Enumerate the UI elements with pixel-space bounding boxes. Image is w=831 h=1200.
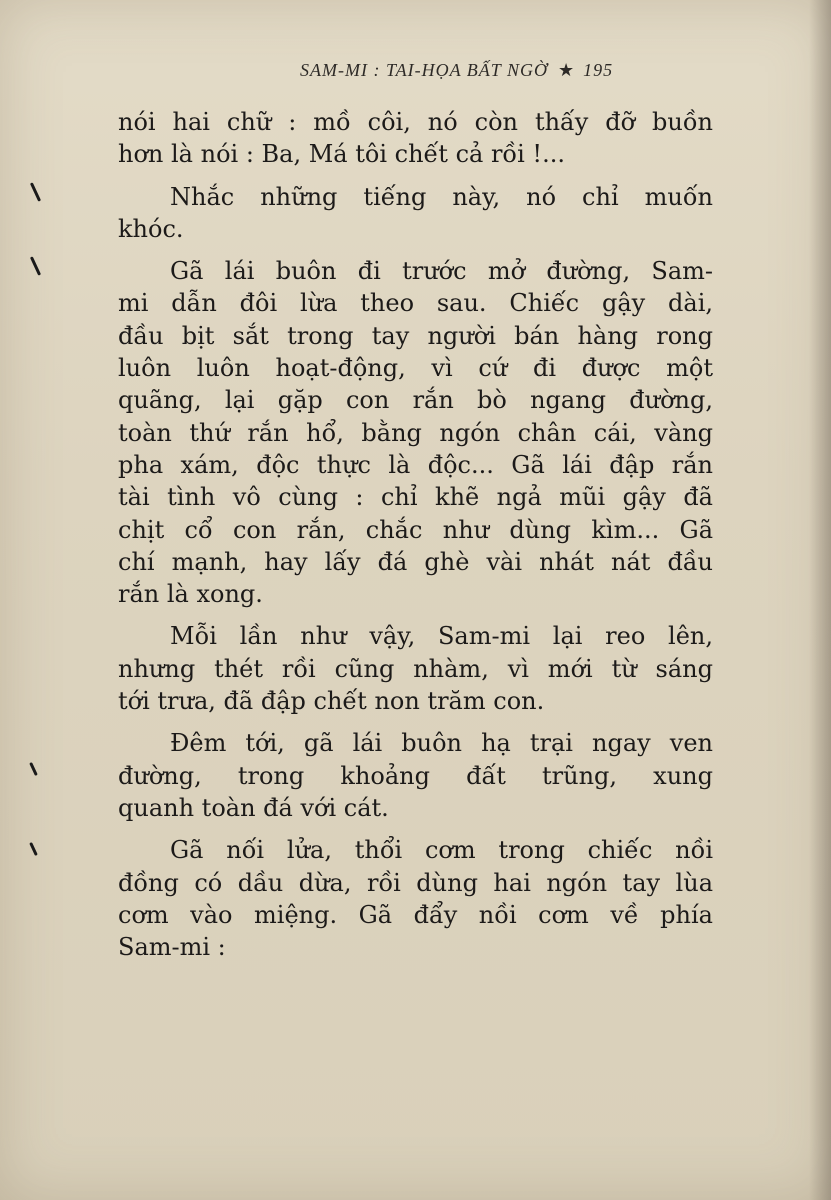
binding-stitch bbox=[29, 762, 38, 776]
running-title: SAM-MI : TAI-HỌA BẤT NGỜ bbox=[300, 60, 548, 80]
text-line: cơm vào miệng. Gã đẩy nồi cơm về phía bbox=[118, 900, 713, 929]
text-line: Đêm tới, gã lái buôn hạ trại ngay ven bbox=[170, 729, 713, 758]
text-line: Mỗi lần như vậy, Sam-mi lại reo lên, bbox=[170, 622, 713, 651]
text-line: đồng có dầu dừa, rồi dùng hai ngón tay lùa bbox=[118, 868, 713, 897]
page-edge-shadow bbox=[809, 0, 831, 1200]
text-line: toàn thứ rắn hổ, bằng ngón chân cái, vàng bbox=[118, 418, 713, 447]
binding-stitch bbox=[30, 256, 41, 275]
text-line: Sam-mi : bbox=[118, 933, 226, 962]
paragraph bbox=[118, 255, 713, 610]
paragraph bbox=[118, 620, 713, 717]
text-line: đầu bịt sắt trong tay người bán hàng rong bbox=[118, 321, 713, 350]
body-text bbox=[118, 106, 713, 963]
text-line: chí mạnh, hay lấy đá ghè vài nhát nát đầu bbox=[118, 547, 713, 576]
text-line: quanh toàn đá với cát. bbox=[118, 793, 389, 822]
paragraph bbox=[118, 727, 713, 824]
paragraph bbox=[118, 181, 713, 246]
text-line: nói hai chữ : mồ côi, nó còn thấy đỡ buồn bbox=[118, 108, 713, 136]
text-line: khóc. bbox=[118, 214, 184, 243]
star-icon: ★ bbox=[557, 60, 576, 80]
text-line: tài tình vô cùng : chỉ khẽ ngả mũi gậy đã bbox=[118, 483, 713, 512]
text-line: chịt cổ con rắn, chắc như dùng kìm... Gã bbox=[118, 515, 713, 544]
page-number: 195 bbox=[583, 60, 614, 80]
text-line: Nhắc những tiếng này, nó chỉ muốn bbox=[170, 182, 713, 211]
text-line: mi dẫn đôi lừa theo sau. Chiếc gậy dài, bbox=[118, 289, 713, 318]
text-line: đường, trong khoảng đất trũng, xung bbox=[118, 761, 713, 790]
text-line: tới trưa, đã đập chết non trăm con. bbox=[118, 687, 545, 716]
binding-stitch bbox=[30, 182, 41, 201]
paragraph bbox=[118, 834, 713, 963]
text-line: quãng, lại gặp con rắn bò ngang đường, bbox=[118, 386, 713, 415]
running-header bbox=[300, 60, 700, 81]
text-line: hơn là nói : Ba, Má tôi chết cả rồi !... bbox=[118, 140, 565, 169]
text-line: luôn luôn hoạt-động, vì cứ đi được một bbox=[118, 354, 713, 383]
text-line: rắn là xong. bbox=[118, 580, 263, 609]
paragraph bbox=[118, 106, 713, 171]
text-line: Gã lái buôn đi trước mở đường, Sam- bbox=[170, 257, 713, 286]
binding-stitch bbox=[29, 842, 38, 856]
text-line: Gã nối lửa, thổi cơm trong chiếc nồi bbox=[170, 836, 713, 865]
text-line: pha xám, độc thực là độc... Gã lái đập rắn bbox=[118, 450, 713, 479]
text-line: nhưng thét rồi cũng nhàm, vì mới từ sáng bbox=[118, 654, 713, 683]
